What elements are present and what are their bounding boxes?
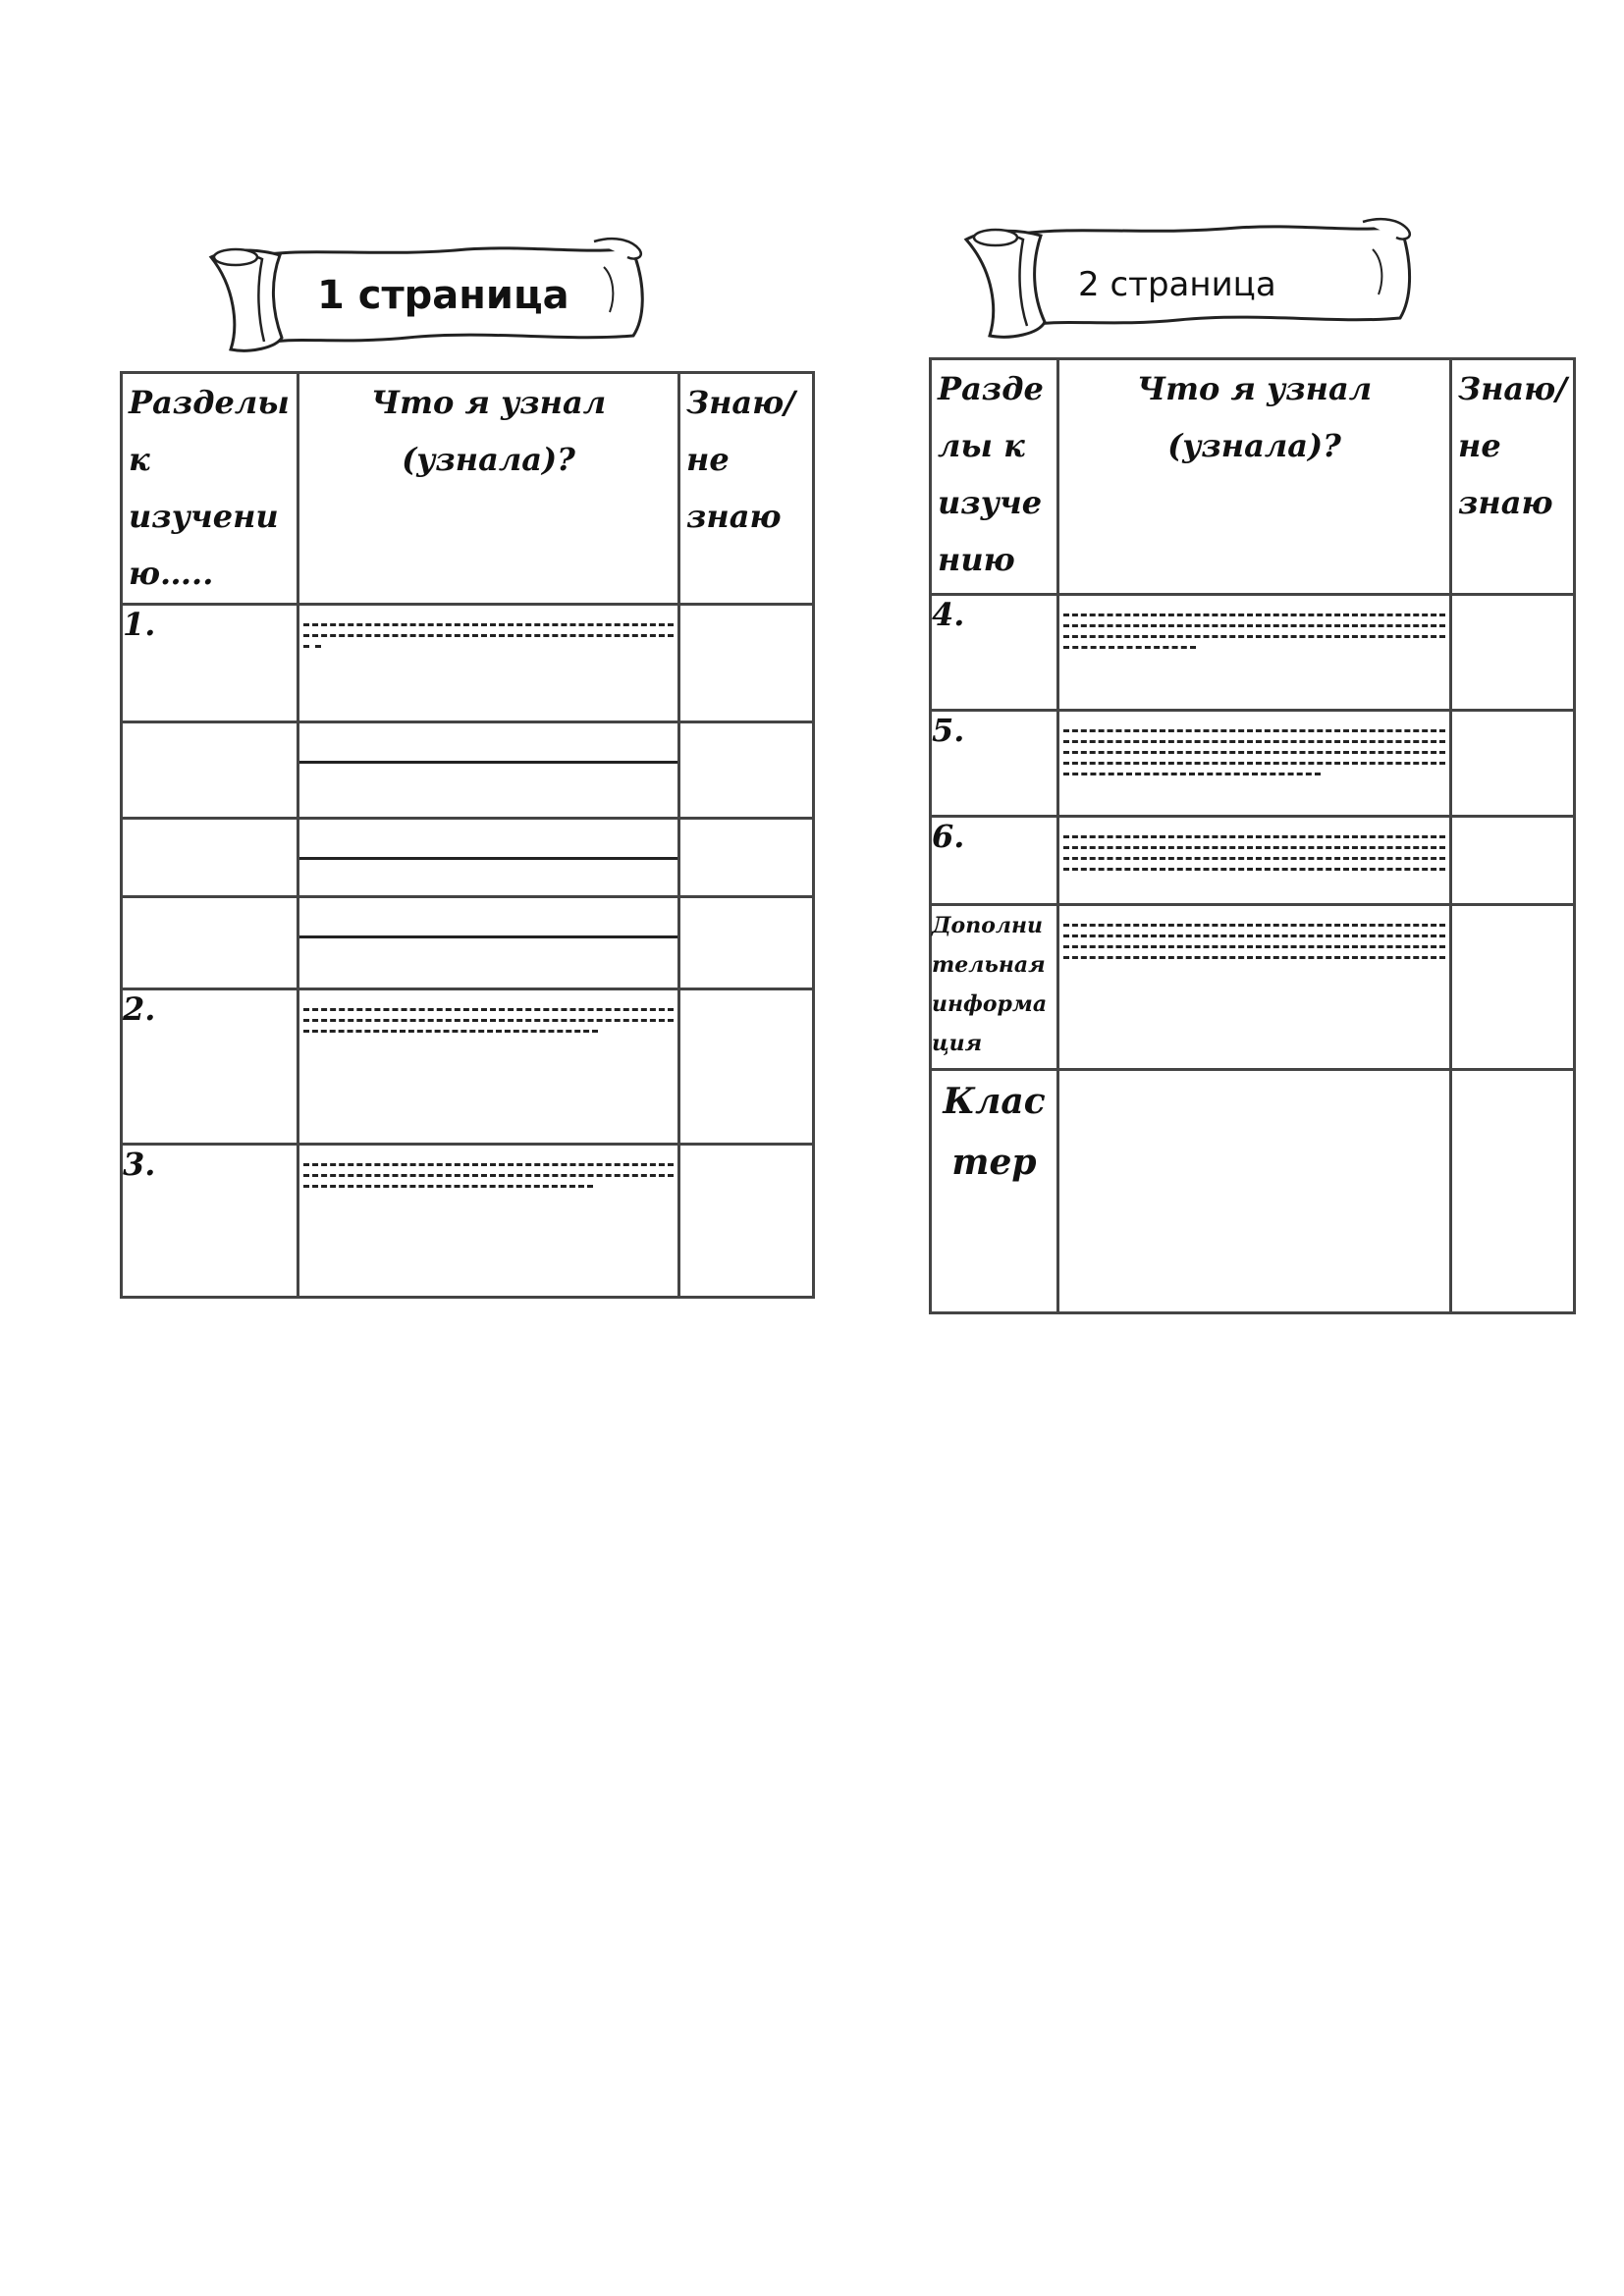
header-learned: Что я узнал (узнала)? xyxy=(1058,359,1451,595)
know-cell[interactable] xyxy=(679,1145,814,1298)
know-cell[interactable] xyxy=(1451,711,1575,817)
table-row xyxy=(122,1145,814,1298)
dotted-lines xyxy=(303,1163,674,1196)
know-cell[interactable] xyxy=(679,605,814,722)
dotted-lines xyxy=(1063,924,1445,967)
header-sections: Разде лы к изуче нию xyxy=(931,359,1058,595)
table-row xyxy=(931,1070,1575,1313)
header-know: Знаю/ не знаю xyxy=(679,373,814,605)
dotted-lines xyxy=(303,623,674,656)
know-cell[interactable] xyxy=(1451,905,1575,1070)
page1-table xyxy=(120,371,815,1299)
page1-title-banner xyxy=(191,228,653,355)
answer-cell[interactable] xyxy=(298,897,679,989)
answer-cell[interactable] xyxy=(298,989,679,1145)
know-cell[interactable] xyxy=(679,722,814,819)
table-header-row xyxy=(122,373,814,605)
table-row xyxy=(122,722,814,819)
answer-cell[interactable] xyxy=(1058,711,1451,817)
table-header-row xyxy=(931,359,1575,595)
dotted-lines xyxy=(1063,729,1445,783)
know-cell[interactable] xyxy=(1451,595,1575,711)
table-row xyxy=(931,817,1575,905)
table-row xyxy=(122,897,814,989)
row-label xyxy=(122,819,298,897)
answer-cell[interactable] xyxy=(298,1145,679,1298)
answer-cell[interactable] xyxy=(1058,595,1451,711)
row-label: 4. xyxy=(931,595,1058,711)
row-label: 5. xyxy=(931,711,1058,817)
table-row xyxy=(931,711,1575,817)
table-row xyxy=(122,819,814,897)
answer-cell[interactable] xyxy=(1058,817,1451,905)
row-label: 3. xyxy=(122,1145,298,1298)
page2-title-banner xyxy=(952,216,1424,344)
know-cell[interactable] xyxy=(679,989,814,1145)
row-label xyxy=(122,722,298,819)
row-label: 6. xyxy=(931,817,1058,905)
answer-cell[interactable] xyxy=(298,605,679,722)
page2-table xyxy=(929,357,1576,1314)
page1-title: 1 страница xyxy=(317,273,569,318)
answer-cell[interactable] xyxy=(298,722,679,819)
row-label xyxy=(122,897,298,989)
row-label: 2. xyxy=(122,989,298,1145)
table-row xyxy=(931,595,1575,711)
row-label: 1. xyxy=(122,605,298,722)
header-sections: Разделы к изучени ю….. xyxy=(122,373,298,605)
dotted-lines xyxy=(303,1008,674,1041)
table-row xyxy=(931,905,1575,1070)
know-cell[interactable] xyxy=(679,897,814,989)
header-learned: Что я узнал (узнала)? xyxy=(298,373,679,605)
answer-cell[interactable] xyxy=(1058,905,1451,1070)
page2-title: 2 страница xyxy=(1078,265,1276,304)
know-cell[interactable] xyxy=(1451,817,1575,905)
extra-info-label: Дополни тельная информа ция xyxy=(931,905,1058,1070)
dotted-lines xyxy=(1063,835,1445,879)
answer-cell[interactable] xyxy=(298,819,679,897)
know-cell[interactable] xyxy=(1451,1070,1575,1313)
cluster-label: Клас тер xyxy=(931,1070,1058,1313)
table-row xyxy=(122,989,814,1145)
know-cell[interactable] xyxy=(679,819,814,897)
header-know: Знаю/ не знаю xyxy=(1451,359,1575,595)
cluster-cell[interactable] xyxy=(1058,1070,1451,1313)
dotted-lines xyxy=(1063,614,1445,657)
table-row xyxy=(122,605,814,722)
